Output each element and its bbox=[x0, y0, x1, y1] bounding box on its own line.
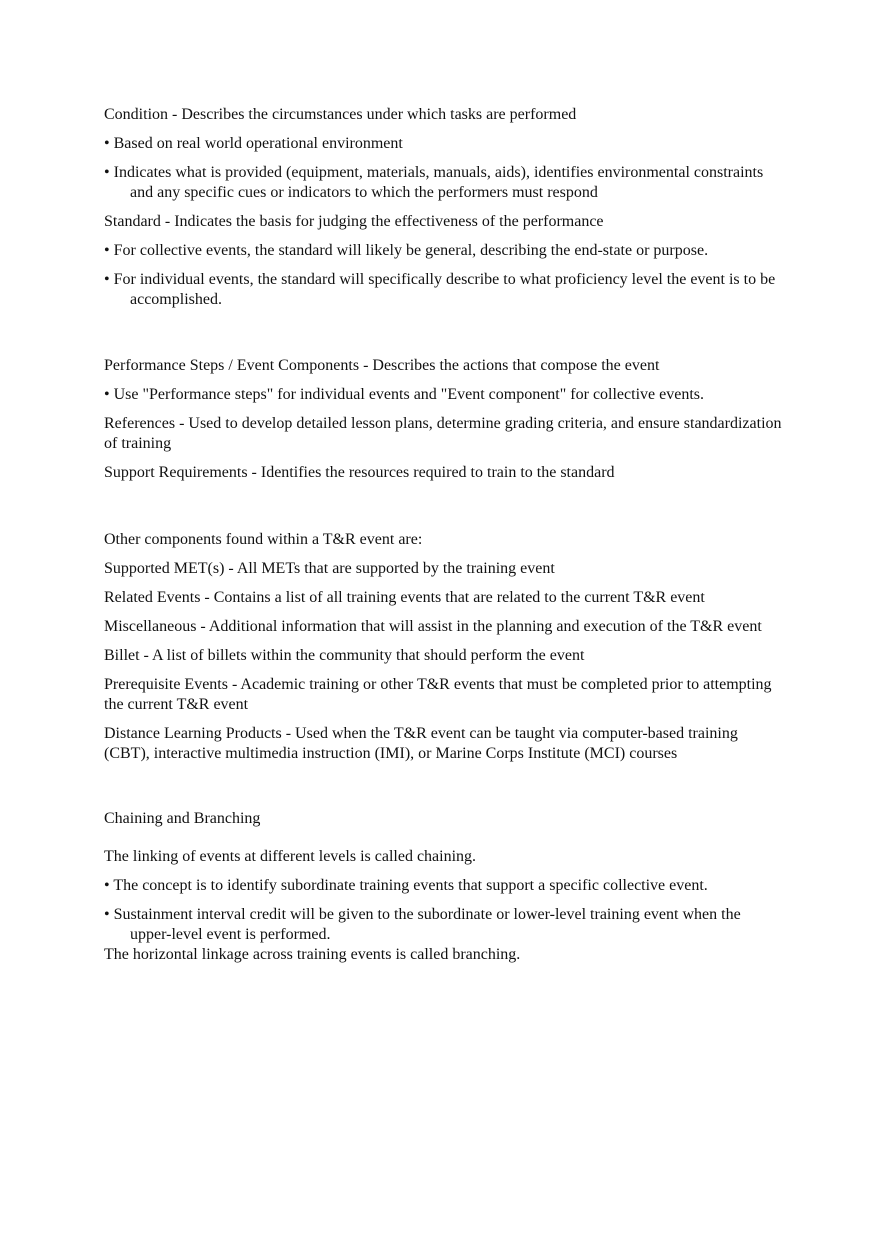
chaining-heading: Chaining and Branching bbox=[104, 810, 261, 827]
bullet-text: For individual events, the standard will specifically describe to what proficiency level the event is to be accomplished. bbox=[113, 271, 776, 308]
section-spacer bbox=[104, 310, 784, 356]
billet-paragraph: Billet - A list of billets within the community that should perform the event bbox=[104, 647, 585, 664]
chaining-definition: The linking of events at different levels is called chaining. bbox=[104, 848, 477, 865]
bullet: • bbox=[104, 164, 110, 181]
performance-steps-paragraph: Performance Steps / Event Components - Describes the actions that compose the event bbox=[104, 357, 660, 374]
list-item bbox=[104, 270, 784, 310]
condition-paragraph: Condition - Describes the circumstances under which tasks are performed bbox=[104, 106, 577, 123]
bullet: • bbox=[104, 135, 110, 152]
branching-definition: The horizontal linkage across training events is called branching. bbox=[104, 946, 521, 963]
list-item bbox=[104, 905, 784, 945]
list-item bbox=[104, 134, 784, 154]
bullet-text: For collective events, the standard will likely be general, describing the end-state or purpose. bbox=[113, 242, 709, 259]
bullet-text: Based on real world operational environment bbox=[113, 135, 403, 152]
bullet-text: The concept is to identify subordinate training events that support a specific collective event. bbox=[113, 877, 708, 894]
distance-learning-paragraph: Distance Learning Products - Used when the T&R event can be taught via computer-based training (CBT), interactive multimedia instruction (IMI), or Marine Corps Institute (MCI) courses bbox=[104, 725, 738, 762]
bullet: • bbox=[104, 386, 110, 403]
list-item bbox=[104, 385, 784, 405]
bullet: • bbox=[104, 877, 110, 894]
list-item bbox=[104, 241, 784, 261]
bullet: • bbox=[104, 242, 110, 259]
list-item bbox=[104, 876, 784, 896]
references-paragraph: References - Used to develop detailed lesson plans, determine grading criteria, and ensure standardization of training bbox=[104, 415, 782, 452]
section-spacer bbox=[104, 764, 784, 809]
section-spacer bbox=[104, 483, 784, 530]
list-item bbox=[104, 163, 784, 203]
related-events-paragraph: Related Events - Contains a list of all training events that are related to the current T&R event bbox=[104, 589, 705, 606]
prerequisite-paragraph: Prerequisite Events - Academic training or other T&R events that must be completed prior to attempting the current T&R event bbox=[104, 676, 772, 713]
other-components-intro: Other components found within a T&R event are: bbox=[104, 531, 423, 548]
bullet-text: Use "Performance steps" for individual events and "Event component" for collective events. bbox=[113, 386, 704, 403]
support-paragraph: Support Requirements - Identifies the resources required to train to the standard bbox=[104, 464, 615, 481]
supported-mets-paragraph: Supported MET(s) - All METs that are supported by the training event bbox=[104, 560, 555, 577]
miscellaneous-paragraph: Miscellaneous - Additional information that will assist in the planning and execution of the T&R event bbox=[104, 618, 762, 635]
bullet: • bbox=[104, 906, 110, 923]
bullet-text: Indicates what is provided (equipment, materials, manuals, aids), identifies environmental constraints and any specific cues or indicators to which the performers must respond bbox=[113, 164, 764, 201]
document-body bbox=[104, 105, 784, 974]
bullet: • bbox=[104, 271, 110, 288]
bullet-text: Sustainment interval credit will be given to the subordinate or lower-level training event when the upper-level event is performed. bbox=[113, 906, 741, 943]
standard-paragraph: Standard - Indicates the basis for judging the effectiveness of the performance bbox=[104, 213, 604, 230]
